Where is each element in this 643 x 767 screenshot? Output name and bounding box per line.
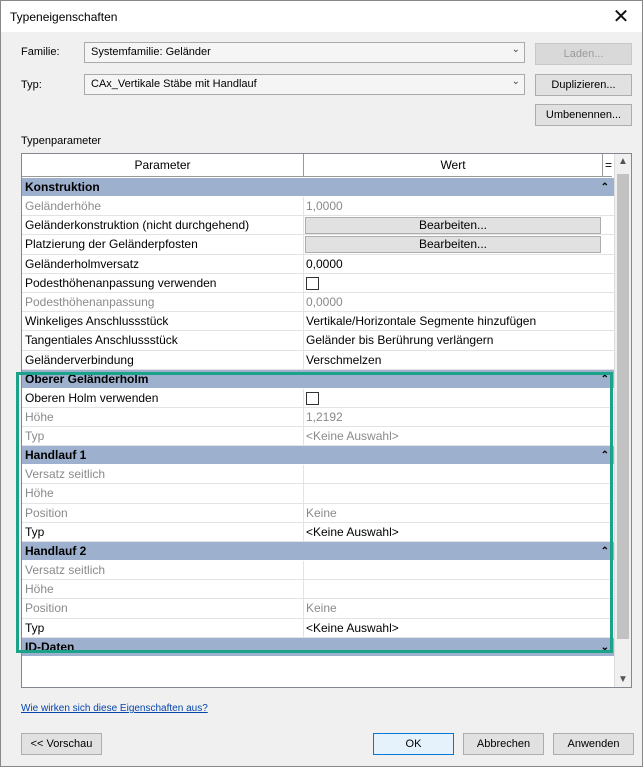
parameter-name: Typ [25, 620, 45, 635]
scroll-thumb[interactable] [617, 174, 629, 639]
parameter-row[interactable] [22, 293, 614, 312]
parameter-row[interactable] [22, 235, 614, 254]
cancel-button[interactable]: Abbrechen [463, 733, 544, 755]
parameter-row[interactable] [22, 408, 614, 427]
group-name: Handlauf 1 [25, 448, 87, 463]
parameter-row[interactable] [22, 312, 614, 331]
help-link[interactable]: Wie wirken sich diese Eigenschaften aus? [21, 703, 208, 714]
collapse-icon[interactable]: ⌃ [600, 182, 609, 193]
group-header[interactable] [22, 370, 614, 389]
parameter-row[interactable] [22, 389, 614, 408]
parameter-row[interactable] [22, 197, 614, 216]
window-title: Typeneigenschaften [10, 10, 118, 24]
parameter-value: <Keine Auswahl> [306, 429, 399, 444]
column-divider [303, 197, 304, 215]
parameter-row[interactable] [22, 504, 614, 523]
column-divider [303, 523, 304, 541]
parameter-value: Keine [306, 601, 337, 616]
parameter-name: Geländerverbindung [25, 352, 134, 367]
family-combo[interactable] [84, 42, 525, 63]
column-divider [303, 465, 304, 483]
column-divider [303, 331, 304, 349]
parameter-value[interactable]: Vertikale/Horizontale Segmente hinzufügen [306, 314, 537, 329]
parameter-row[interactable] [22, 331, 614, 350]
parameter-row[interactable] [22, 561, 614, 580]
column-divider [303, 561, 304, 579]
parameter-value[interactable]: 0,0000 [306, 256, 343, 271]
type-label: Typ: [21, 79, 42, 91]
parameter-name: Höhe [25, 582, 54, 597]
parameter-value[interactable]: Verschmelzen [306, 352, 382, 367]
parameter-row[interactable] [22, 484, 614, 503]
column-divider [303, 216, 304, 234]
group-header[interactable] [22, 446, 614, 465]
type-combo[interactable] [84, 74, 525, 95]
family-value: Systemfamilie: Geländer [91, 46, 211, 58]
group-header[interactable] [22, 542, 614, 561]
parameter-value[interactable]: <Keine Auswahl> [306, 620, 399, 635]
column-divider [303, 274, 304, 292]
vertical-scrollbar[interactable] [614, 154, 631, 687]
column-divider [303, 255, 304, 273]
column-divider [303, 504, 304, 522]
column-divider [303, 580, 304, 598]
parameter-name: Podesthöhenanpassung [25, 294, 155, 309]
parameter-row[interactable] [22, 351, 614, 370]
group-header[interactable] [22, 638, 614, 657]
parameter-name: Typ [25, 429, 45, 444]
column-divider [303, 293, 304, 311]
parameter-value: 1,0000 [306, 199, 343, 213]
column-divider [303, 389, 304, 407]
parameter-name: Geländerhöhe [25, 199, 102, 213]
duplicate-button[interactable]: Duplizieren... [535, 74, 632, 96]
column-header-value[interactable]: Wert [304, 154, 603, 176]
close-icon[interactable]: ✕ [612, 6, 630, 28]
parameter-name: Geländerholmversatz [25, 256, 140, 271]
preview-button[interactable]: << Vorschau [21, 733, 102, 755]
parameter-row[interactable] [22, 216, 614, 235]
group-header[interactable] [22, 178, 614, 197]
chevron-down-icon: ⌄ [511, 44, 520, 55]
type-value: CAx_Vertikale Stäbe mit Handlauf [91, 78, 257, 90]
scroll-down-icon[interactable]: ▼ [618, 674, 628, 685]
type-parameters-label: Typenparameter [21, 135, 102, 147]
parameter-value: 1,2192 [306, 409, 343, 424]
family-label: Familie: [21, 46, 60, 58]
edit-button[interactable]: Bearbeiten... [305, 236, 601, 253]
parameter-row[interactable] [22, 523, 614, 542]
parameter-name: Oberen Holm verwenden [25, 390, 159, 405]
parameter-name: Höhe [25, 486, 54, 501]
column-header-sort[interactable]: = [604, 158, 612, 172]
collapse-icon[interactable]: ⌃ [600, 546, 609, 557]
collapse-icon[interactable]: ⌃ [600, 450, 609, 462]
parameter-name: Position [25, 505, 68, 520]
title-bar [0, 0, 643, 32]
column-divider [303, 599, 304, 617]
column-divider [303, 619, 304, 637]
parameter-name: Versatz seitlich [25, 563, 106, 577]
column-divider [303, 484, 304, 502]
parameter-name: Tangentiales Anschlussstück [25, 333, 178, 348]
column-header-parameter[interactable]: Parameter [22, 154, 304, 176]
parameter-name: Höhe [25, 409, 54, 424]
edit-button[interactable]: Bearbeiten... [305, 217, 601, 234]
group-name: Handlauf 2 [25, 544, 87, 558]
parameter-grid [21, 153, 632, 688]
parameter-row[interactable] [22, 255, 614, 274]
parameter-value[interactable]: Geländer bis Berührung verlängern [306, 333, 494, 348]
collapse-icon[interactable]: ⌃ [600, 373, 609, 385]
parameter-name: Geländerkonstruktion (nicht durchgehend) [25, 218, 250, 233]
group-name: Oberer Geländerholm [25, 371, 149, 386]
ok-button[interactable]: OK [373, 733, 454, 755]
parameter-checkbox[interactable] [306, 392, 319, 405]
parameter-value[interactable]: <Keine Auswahl> [306, 524, 399, 539]
parameter-name: Versatz seitlich [25, 467, 106, 482]
grid-rows [22, 178, 614, 657]
parameter-name: Podesthöhenanpassung verwenden [25, 275, 217, 290]
parameter-name: Platzierung der Geländerpfosten [25, 237, 198, 252]
column-divider [303, 408, 304, 426]
column-divider [303, 235, 304, 253]
scroll-up-icon[interactable]: ▲ [618, 156, 628, 167]
expand-icon[interactable]: ⌄ [600, 641, 609, 653]
column-divider [303, 351, 304, 369]
group-name: Konstruktion [25, 180, 100, 194]
load-button[interactable]: Laden... [535, 43, 632, 65]
parameter-checkbox[interactable] [306, 277, 319, 290]
rename-button[interactable]: Umbenennen... [535, 104, 632, 126]
grid-header [22, 154, 612, 177]
parameter-value: 0,0000 [306, 294, 343, 309]
parameter-row[interactable] [22, 599, 614, 618]
parameter-row[interactable] [22, 427, 614, 446]
parameter-row[interactable] [22, 274, 614, 293]
chevron-down-icon: ⌄ [511, 76, 520, 87]
parameter-value: Keine [306, 505, 337, 520]
apply-button[interactable]: Anwenden [553, 733, 634, 755]
column-divider [303, 312, 304, 330]
column-divider [303, 427, 304, 445]
parameter-name: Position [25, 601, 68, 616]
parameter-row[interactable] [22, 619, 614, 638]
group-name: ID-Daten [25, 639, 75, 654]
parameter-name: Typ [25, 524, 45, 539]
parameter-name: Winkeliges Anschlussstück [25, 314, 169, 329]
parameter-row[interactable] [22, 465, 614, 484]
parameter-row[interactable] [22, 580, 614, 599]
